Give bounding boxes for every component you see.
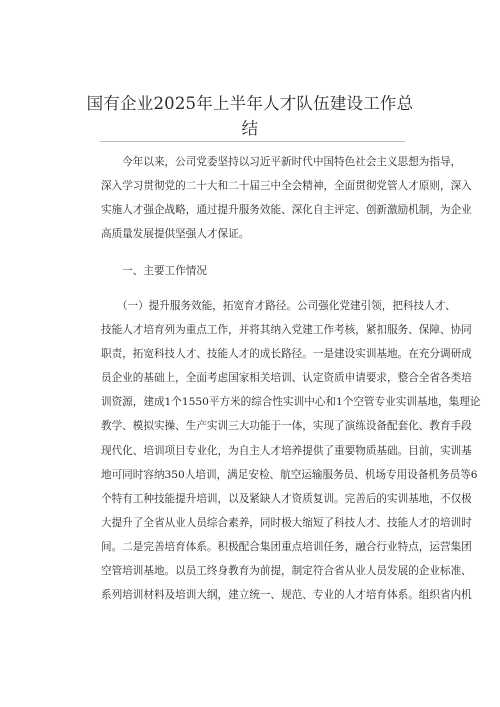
- intro-line: 高质量发展提供坚强人才保证。: [101, 228, 250, 241]
- body-line: 技能人才培育列为重点工作，并将其纳入党建工作考核，紧扣服务、保障、协同: [101, 324, 472, 337]
- body-line: 员企业的基础上，全面考虑国家相关培训、认定资质申请要求，整合全省各类培: [101, 372, 472, 385]
- intro-line: 深入学习贯彻党的二十大和二十届三中全会精神，全面贯彻党管人才原则，深入: [101, 180, 472, 193]
- body-line: （一）提升服务效能，拓宽育才路径。公司强化党建引领，把科技人才、: [101, 300, 456, 312]
- section-heading: 一、主要工作情况: [101, 265, 207, 277]
- body-line: 大提升了全省从业人员综合素养，同时极大缩短了科技人才、技能人才的培训时: [101, 516, 472, 529]
- title-divider: [100, 141, 405, 142]
- body-line: 系列培训材料及培训大纲，建立统一、规范、专业的人才培育体系。组织省内机: [101, 589, 472, 602]
- body-line: 地可同时容纳350人培训，满足安检、航空运输服务员、机场专用设备机务员等6: [101, 468, 478, 481]
- body-line: 间。二是完善培育体系。积极配合集团重点培训任务，融合行业特点，运营集团: [101, 540, 472, 553]
- document-title-line-1: 国有企业2025年上半年人才队伍建设工作总: [86, 94, 414, 113]
- body-line: 职责，拓宽科技人才、技能人才的成长路径。一是建设实训基地。在充分调研成: [101, 348, 472, 361]
- body-paragraph: [101, 294, 481, 607]
- document-title-line-2: 结: [241, 119, 259, 138]
- body-line: 个特有工种技能提升培训，以及紧缺人才资质复训。完善后的实训基地，不仅极: [101, 492, 472, 505]
- intro-paragraph: [101, 150, 472, 246]
- intro-line: 实施人才强企战略，通过提升服务效能、深化自主评定、创新激励机制，为企业: [101, 204, 472, 217]
- intro-line: 今年以来，公司党委坚持以习近平新时代中国特色社会主义思想为指导，: [101, 156, 462, 168]
- body-line: 现代化、培训项目专业化，为自主人才培养提供了重要物质基础。目前，实训基: [101, 444, 472, 457]
- body-line: 教学、模拟实操、生产实训三大功能于一体，实现了演练设备配套化、教育手段: [101, 420, 472, 433]
- body-line: 训资源，建成1个1550平方米的综合性实训中心和1个空管专业实训基地，集理论: [101, 396, 481, 409]
- body-line: 空管培训基地。以员工终身教育为前提，制定符合省从业人员发展的企业标准、: [101, 565, 472, 578]
